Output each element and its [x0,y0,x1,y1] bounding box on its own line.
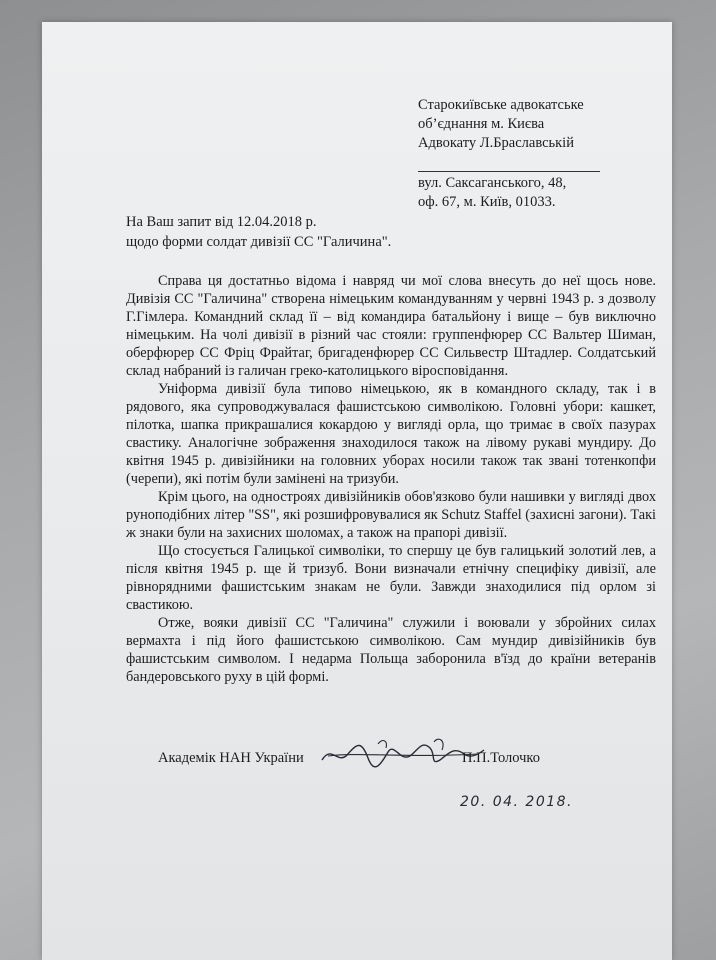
body-paragraph-3: Крім цього, на одностроях дивізійників обов'язково були нашивки у вигляді двох руноподібних літер "SS", які розшифровувалися як Schutz Staffel (захисні загони). Такі ж знаки були на захисних шоломах, а також на прапорі дивізії. [126,489,656,541]
request-reference [126,212,391,252]
addressee-rule [418,153,600,172]
letter-page [42,22,672,960]
addressee-line-2: об’єднання м. Києва [418,116,545,132]
body-paragraph-5: Отже, вояки дивізії СС "Галичина" служили і воювали у збройних силах вермахта і під його фашистською символікою. Сам мундир дивізійників був фашистським символом. І недарма Польща заборонила в'їзд до країни ветеранів бандеровського руху в цій формі. [126,615,656,685]
signature-name: П.П.Толочко [462,750,540,766]
body-paragraph-1: Справа ця достатньо відома і навряд чи мої слова внесуть до неї щось нове. Дивізія СС "Галичина" створена німецьким командуванням у червні 1943 р. з дозволу Г.Гімлера. Командний склад її – від командира батальйону і вище – був виключно німецьким. На чолі дивізії в різний час стояли: группенфюрер СС Вальтер Шиман, оберфюрер СС Фріц Фрайтаг, бригаденфюрер СС Сильвестр Штадлер. Солдатський склад набраний із галичан греко-католицького віросповідання. [126,273,656,379]
addressee-line-1: Старокиївське адвокатське [418,97,584,113]
request-line-1: На Ваш запит від 12.04.2018 р. [126,214,317,230]
addressee-block [418,96,600,212]
handwritten-date: 20. 04. 2018. [460,794,574,810]
letter-body [126,272,656,686]
signature-role: Академік НАН України [158,750,304,766]
request-line-2: щодо форми солдат дивізії СС "Галичина". [126,234,392,250]
body-paragraph-2: Уніформа дивізії була типово німецькою, як в командного складу, так і в рядового, яка супроводжувалася фашистською символікою. Головні убори: кашкет, пілотка, шапка прикрашалися кокардою у вигляді орла, що тримає в своїх пазурах свастику. Аналогічне зображення знаходилося також на лівому рукаві мундиру. До квітня 1945 р. дивізійники на головних уборах носили також так звані тотенкопфи (черепи), які потім були замінені на тризуби. [126,381,656,487]
addressee-line-3: Адвокату Л.Браславській [418,135,574,151]
address-line-1: вул. Саксаганського, 48, [418,175,567,191]
address-line-2: оф. 67, м. Київ, 01033. [418,194,556,210]
body-paragraph-4: Що стосується Галицької символіки, то спершу це був галицький золотий лев, а після квітня 1945 р. ще й тризуб. Вони визначали етнічну специфіку дивізії, але рівнорядними фашистським знакам не були. Завжди знаходилися під орлом зі свастикою. [126,543,656,613]
